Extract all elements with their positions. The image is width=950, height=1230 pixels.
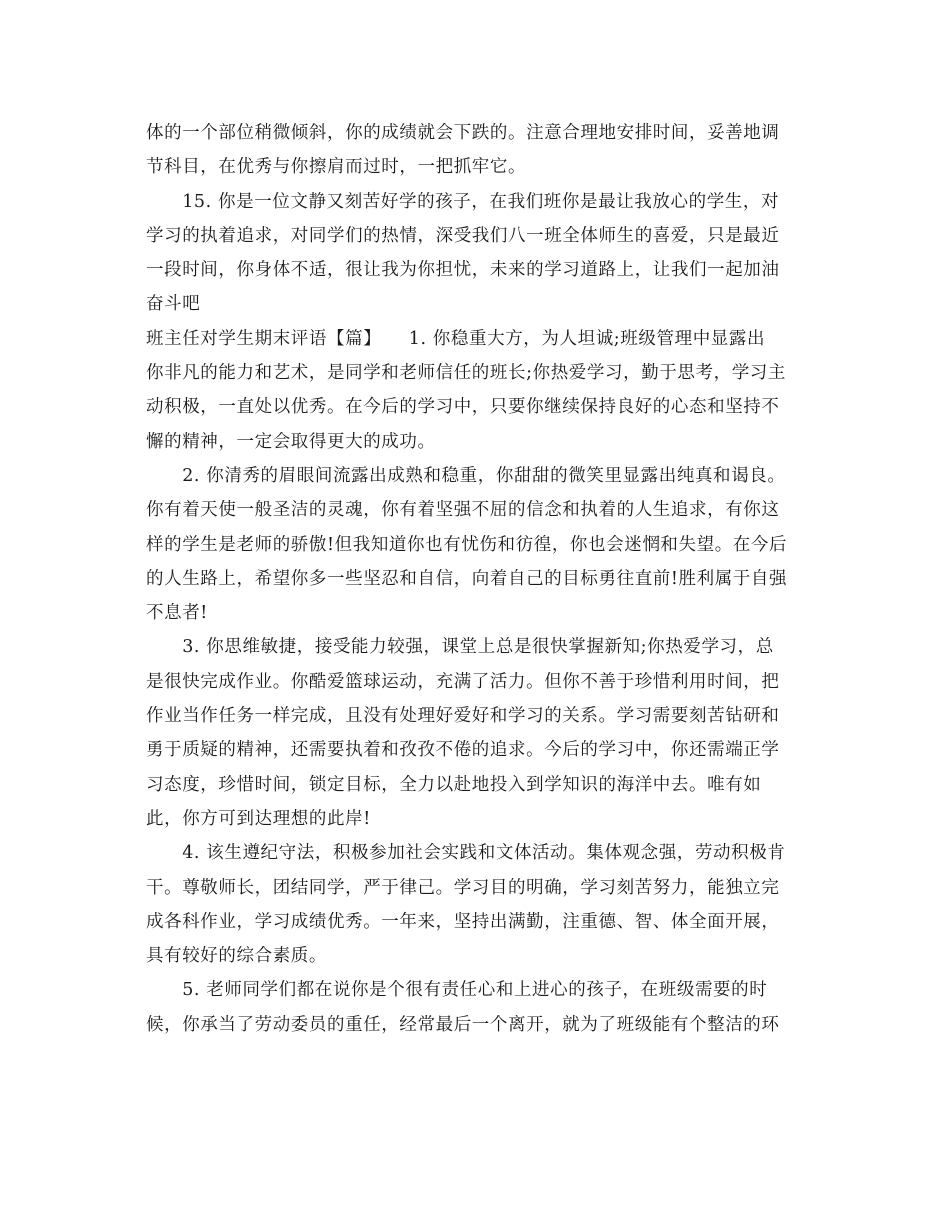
text-line: 此，你方可到达理想的此岸! — [146, 808, 371, 829]
text-line: 成各科作业，学习成绩优秀。一年来，坚持出满勤，注重德、智、体全面开展， — [146, 911, 780, 932]
document-body — [146, 116, 810, 1042]
text-line: 作业当作任务一样完成，且没有处理好爱好和学习的关系。学习需要刻苦钻研和 — [146, 706, 780, 727]
text-line: 你有着天使一般圣洁的灵魂，你有着坚强不屈的信念和执着的人生追求，有你这 — [146, 500, 780, 521]
text-line: 5. 老师同学们都在说你是个很有责任心和上进心的孩子，在班级需要的时 — [146, 980, 768, 1001]
text-line: 干。尊敬师长，团结同学，严于律己。学习目的明确，学习刻苦努力，能独立完 — [146, 877, 780, 898]
text-line: 动积极，一直处以优秀。在今后的学习中，只要你继续保持良好的心态和坚持不 — [146, 397, 780, 418]
text-line: 节科目，在优秀与你擦肩而过时，一把抓牢它。 — [146, 157, 527, 178]
text-line: 奋斗吧 — [146, 294, 201, 315]
text-line: 3. 你思维敏捷，接受能力较强，课堂上总是很快掌握新知;你热爱学习，总 — [146, 637, 774, 658]
text-line: 的人生路上，希望你多一些坚忍和自信，向着自己的目标勇往直前!胜利属于自强 — [146, 568, 788, 589]
text-line: 体的一个部位稍微倾斜，你的成绩就会下跌的。注意合理地安排时间，妥善地调 — [146, 123, 780, 143]
text-line: 不息者! — [146, 603, 208, 624]
text-line: 候，你承当了劳动委员的重任，经常最后一个离开，就为了班级能有个整洁的环 — [146, 1014, 780, 1035]
text-line: 2. 你清秀的眉眼间流露出成熟和稳重，你甜甜的微笑里显露出纯真和谒良。 — [146, 465, 786, 486]
text-line: 一段时间，你身体不适，很让我为你担忧，未来的学习道路上，让我们一起加油 — [146, 260, 780, 281]
text-line: 勇于质疑的精神，还需要执着和孜孜不倦的追求。今后的学习中，你还需端正学 — [146, 740, 780, 761]
text-line: 懈的精神，一定会取得更大的成功。 — [146, 431, 436, 452]
text-line: 是很快完成作业。你酷爱篮球运动，充满了活力。但你不善于珍惜利用时间，把 — [146, 671, 780, 692]
text-line: 4. 该生遵纪守法，积极参加社会实践和文体活动。集体观念强，劳动积极肯 — [146, 843, 786, 864]
text-line: 具有较好的综合素质。 — [146, 946, 327, 967]
text-line: 学习的执着追求，对同学们的热情，深受我们八一班全体师生的喜爱，只是最近 — [146, 225, 780, 246]
text-line: 习态度，珍惜时间，锁定目标，全力以赴地投入到学知识的海洋中去。唯有如 — [146, 774, 762, 795]
text-line: 15. 你是一位文静又刻苦好学的孩子，在我们班你是最让我放心的学生，对 — [146, 191, 780, 212]
text-line: 你非凡的能力和艺术，是同学和老师信任的班长;你热爱学习，勤于思考，学习主 — [146, 363, 786, 384]
section-heading-line: 班主任对学生期末评语【篇】 1. 你稳重大方，为人坦诚;班级管理中显露出 — [146, 328, 766, 349]
text-line: 样的学生是老师的骄傲!但我知道你也有忧伤和彷徨，你也会迷惘和失望。在今后 — [146, 534, 788, 555]
